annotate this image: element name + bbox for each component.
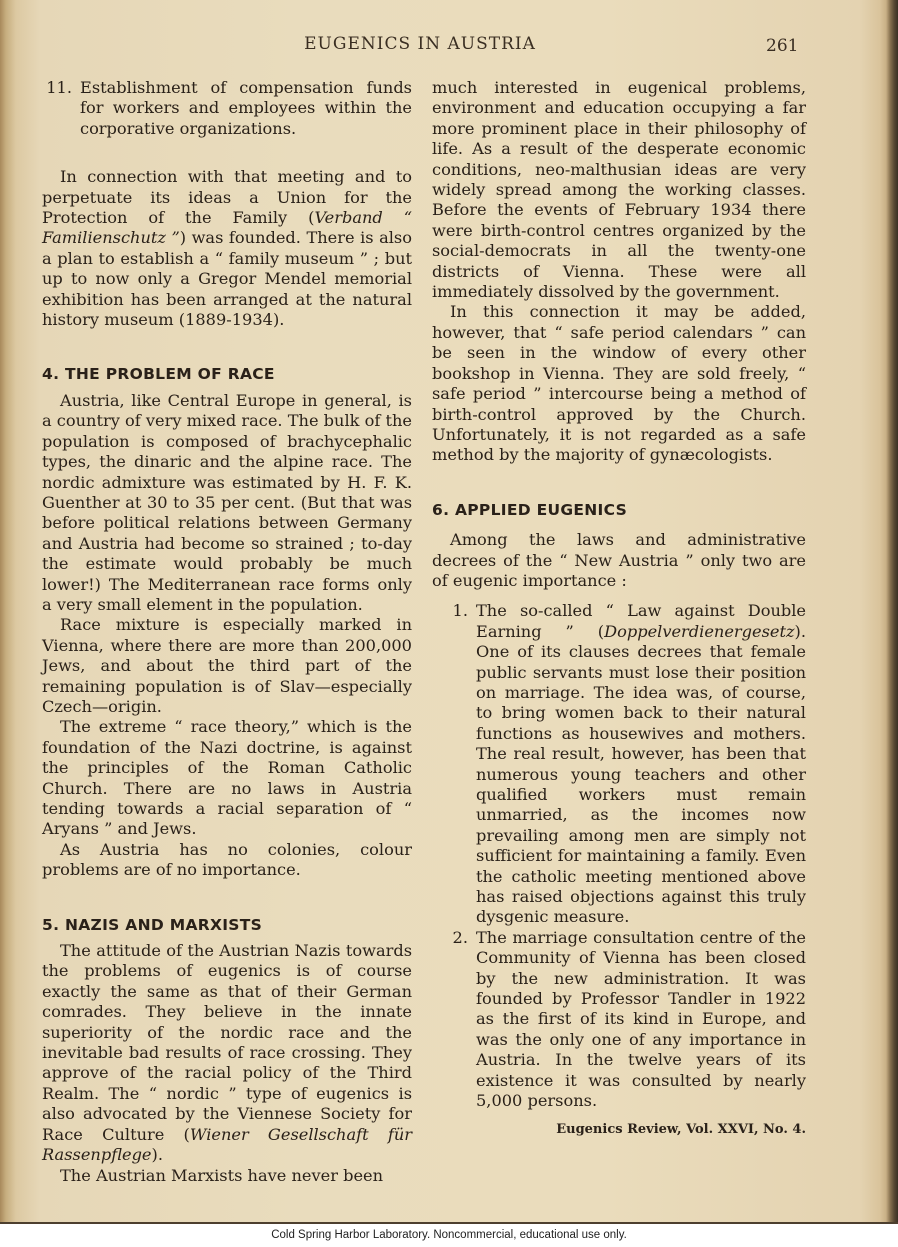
- list-item-11: [42, 78, 412, 139]
- paragraph: [42, 941, 412, 1165]
- page-number: 261: [766, 36, 799, 56]
- text-run: In connection with that meeting and to perpetuate its ideas a Union for the Protection of the Family (: [42, 167, 412, 228]
- paragraph: The extreme “ race theory,” which is the foundation of the Nazi doctrine, is against the principles of the Roman Catholic Church. There are no laws in Austria tending towards a racial separation of “ Aryans ” and Jews.: [42, 717, 412, 839]
- list-item-1: [432, 601, 806, 928]
- text-run: ) was founded. There is also a plan to establish a “ family museum ” ; but up to now only a Gregor Mendel memorial exhibition has been arranged at the natural history museum (1889-1934).: [42, 228, 412, 330]
- list-text: Establishment of compensation funds for workers and employees within the corporative organizations.: [80, 78, 412, 138]
- paragraph: much interested in eugenical problems, environment and education occupying a far more prominent place in their philosophy of life. As a result of the desperate economic conditions, neo-malthusian ideas are very widely spread among the working classes. Before the events of February 1934 there were birth-control centres organized by the social-democrats in all the twenty-one districts of Vienna. These were all immediately dissolved by the government.: [432, 78, 806, 302]
- citation: Eugenics Review, Vol. XXVI, No. 4.: [556, 1121, 806, 1137]
- text-run: The so-called “ Law against Double Earning ” (: [476, 601, 806, 641]
- running-title: EUGENICS IN AUSTRIA: [304, 34, 536, 54]
- list-number: 1.: [452, 601, 468, 621]
- section-heading-applied: 6. APPLIED EUGENICS: [432, 500, 628, 519]
- paragraph-union: [42, 167, 412, 330]
- section-heading-race: 4. THE PROBLEM OF RACE: [42, 365, 275, 384]
- list-text: The marriage consultation centre of the Community of Vienna has been closed by the new administration. It was founded by Professor Tandler in 1922 as the first of its kind in Europe, and was the only one of any importance in Austria. In the twelve years of its existence it was consulted by nearly 5,000 persons.: [476, 927, 806, 1111]
- list-number: 11.: [46, 78, 72, 97]
- text-run: ). One of its clauses decrees that female public servants must lose their position on marriage. The idea was, of course, to bring women back to their natural functions as housewives and mothers. The real result, however, has been that numerous young teachers and other qualified workers must remain unmarried, as the incomes now prevailing among men are simply not sufficient for maintaining a family. Even the catholic meeting mentioned above has raised objections against this truly dysgenic measure.: [476, 621, 806, 927]
- paragraph: The Austrian Marxists have never been: [60, 1165, 384, 1185]
- paragraph: Austria, like Central Europe in general, is a country of very mixed race. The bulk of the population is composed of brachycephalic types, the dinaric and the alpine race. The nordic admixture was estimated by H. F. K. Guenther at 30 to 35 per cent. (But that was before political relations between Germany and Austria had become so strained ; to-day the estimate would probably be much lower!) The Mediterranean race forms only a very small element in the population.: [42, 390, 412, 614]
- italic-term: Verband “ Familienschutz ”: [42, 208, 412, 248]
- section-heading-nazis: 5. NAZIS AND MARXISTS: [42, 915, 263, 934]
- text-run: ).: [151, 1145, 163, 1165]
- archive-credit: Cold Spring Harbor Laboratory. Noncommercial, educational use only.: [271, 1229, 627, 1241]
- text-run: The attitude of the Austrian Nazis towards the problems of eugenics is of course exactly the same as that of their German comrades. They believe in the innate superiority of the nordic race and the inevitable bad results of race crossing. They approve of the racial policy of the Third Realm. The “ nordic ” type of eugenics is also advocated by the Viennese Society for Race Culture (: [42, 941, 412, 1144]
- paragraph: Race mixture is especially marked in Vienna, where there are more than 200,000 Jews, and about the third part of the remaining population is of Slav—especially Czech—origin.: [42, 615, 412, 716]
- list-number: 2.: [452, 927, 468, 947]
- list-text: [476, 601, 806, 928]
- paragraph: As Austria has no colonies, colour problems are of no importance.: [42, 839, 412, 880]
- paragraph: Among the laws and administrative decrees of the “ New Austria ” only two are of eugenic importance :: [432, 530, 806, 590]
- paragraph: In this connection it may be added, however, that “ safe period calendars ” can be seen in the window of every other bookshop in Vienna. They are sold freely, “ safe period ” intercourse being a method of birth-control approved by the Church. Unfortunately, it is not regarded as a safe method by the majority of gynæcologists.: [432, 302, 806, 465]
- left-column: [42, 78, 412, 1186]
- right-column: [432, 78, 806, 1140]
- italic-term: Wiener Gesellschaft für Rassenpflege: [42, 1124, 413, 1165]
- italic-term: Doppelverdienergesetz: [604, 621, 795, 641]
- list-item-2: [432, 928, 806, 1112]
